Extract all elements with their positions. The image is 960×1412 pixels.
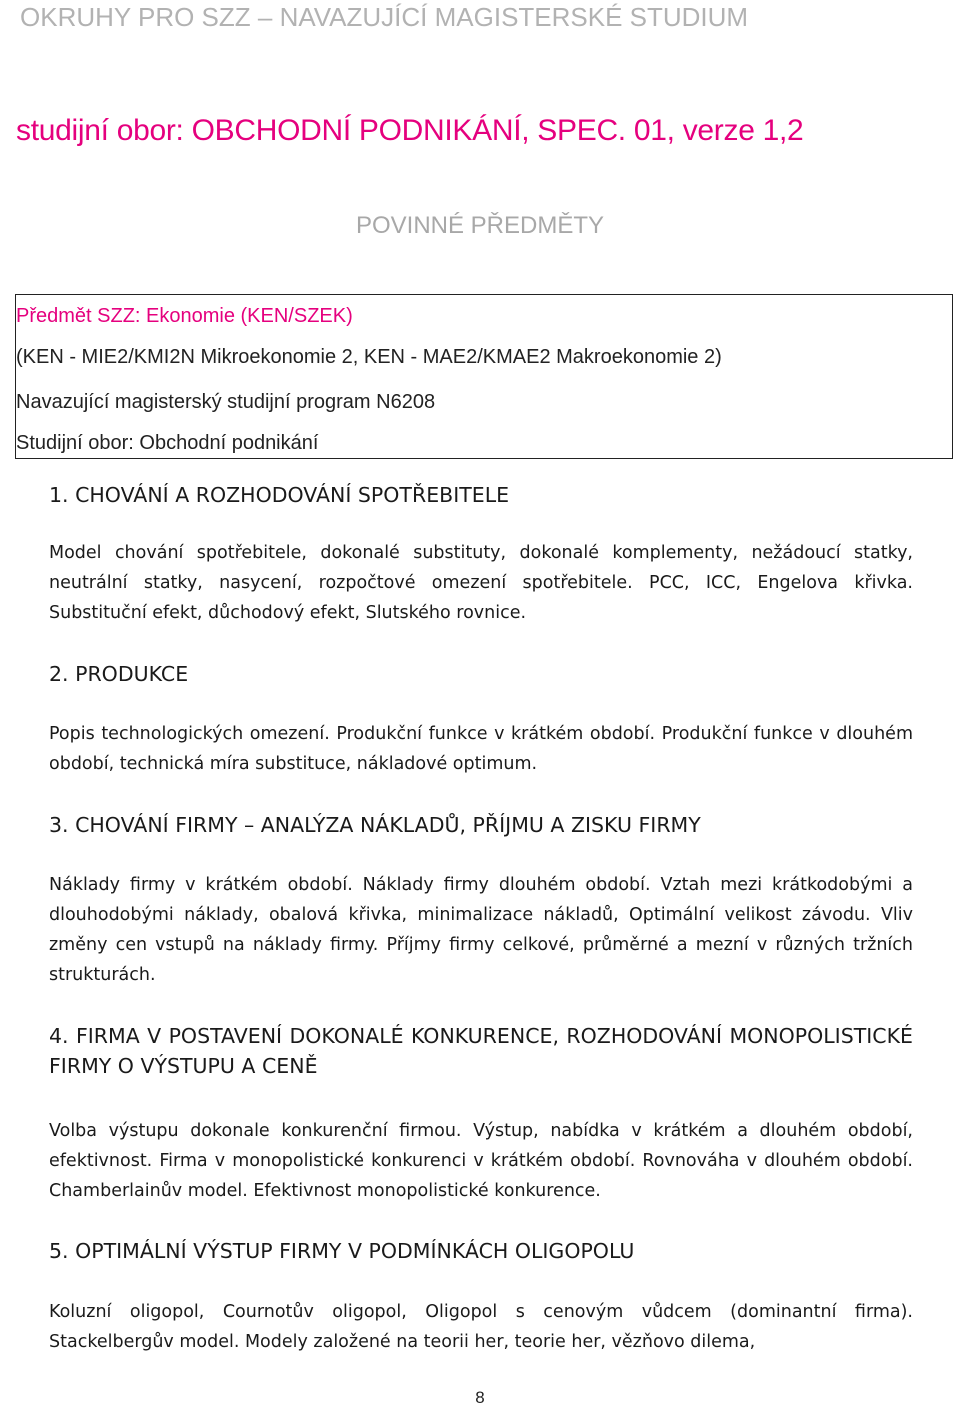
subject-title: Předmět SZZ: Ekonomie (KEN/SZEK): [16, 305, 353, 327]
topic-text: Volba výstupu dokonale konkurenční firmou. Výstup, nabídka v krátkém a dlouhém období, efektivnost. Firma v monopolistické konkurenci v krátkém období. Rovnováha v dlouhém období. Chamberlainův model. Efektivnost monopolistické konkurence.: [49, 1121, 913, 1201]
topic-heading: 2. PRODUKCE: [49, 662, 189, 686]
topic-text: Popis technologických omezení. Produkční funkce v krátkém období. Produkční funkce v dlouhém období, technická míra substituce, nákladové optimum.: [49, 724, 913, 774]
page-number: 8: [475, 1388, 485, 1407]
topic-text: Náklady firmy v krátkém období. Náklady firmy dlouhém období. Vztah mezi krátkodobými a dlouhodobými náklady, obalová křivka, minimalizace nákladů, Optimální velikost závodu. Vliv změny cen vstupů na náklady firmy. Příjmy firmy celkové, průměrné a mezní v různých tržních strukturách.: [49, 875, 913, 985]
subject-program: Navazující magisterský studijní program N6208: [16, 391, 436, 413]
section-label: POVINNÉ PŘEDMĚTY: [355, 212, 605, 239]
topic-text: Model chování spotřebitele, dokonalé substituty, dokonalé komplementy, nežádoucí statky, neutrální statky, nasycení, rozpočtové omezení spotřebitele. PCC, ICC, Engelova křivka. Substituční efekt, důchodový efekt, Slutského rovnice.: [49, 543, 913, 623]
topic-heading: 4. FIRMA V POSTAVENÍ DOKONALÉ KONKURENCE, ROZHODOVÁNÍ MONOPOLISTICKÉ FIRMY O VÝSTUPU A CENĚ: [49, 1024, 913, 1078]
subject-field: Studijní obor: Obchodní podnikání: [16, 432, 319, 454]
topic-text: Koluzní oligopol, Cournotův oligopol, Oligopol s cenovým vůdcem (dominantní firma). Stackelbergův model. Modely založené na teorii her, teorie her, vězňovo dilema,: [49, 1302, 913, 1352]
subject-courses: (KEN - MIE2/KMI2N Mikroekonomie 2, KEN - MAE2/KMAE2 Makroekonomie 2): [16, 346, 722, 368]
topic-heading: 1. CHOVÁNÍ A ROZHODOVÁNÍ SPOTŘEBITELE: [49, 483, 510, 507]
topic-heading: 3. CHOVÁNÍ FIRMY – ANALÝZA NÁKLADŮ, PŘÍJMU A ZISKU FIRMY: [49, 813, 701, 837]
document-header: OKRUHY PRO SZZ – NAVAZUJÍCÍ MAGISTERSKÉ STUDIUM: [20, 2, 749, 32]
topic-heading: 5. OPTIMÁLNÍ VÝSTUP FIRMY V PODMÍNKÁCH OLIGOPOLU: [49, 1239, 635, 1263]
study-program-subtitle: studijní obor: OBCHODNÍ PODNIKÁNÍ, SPEC. 01, verze 1,2: [16, 114, 804, 147]
